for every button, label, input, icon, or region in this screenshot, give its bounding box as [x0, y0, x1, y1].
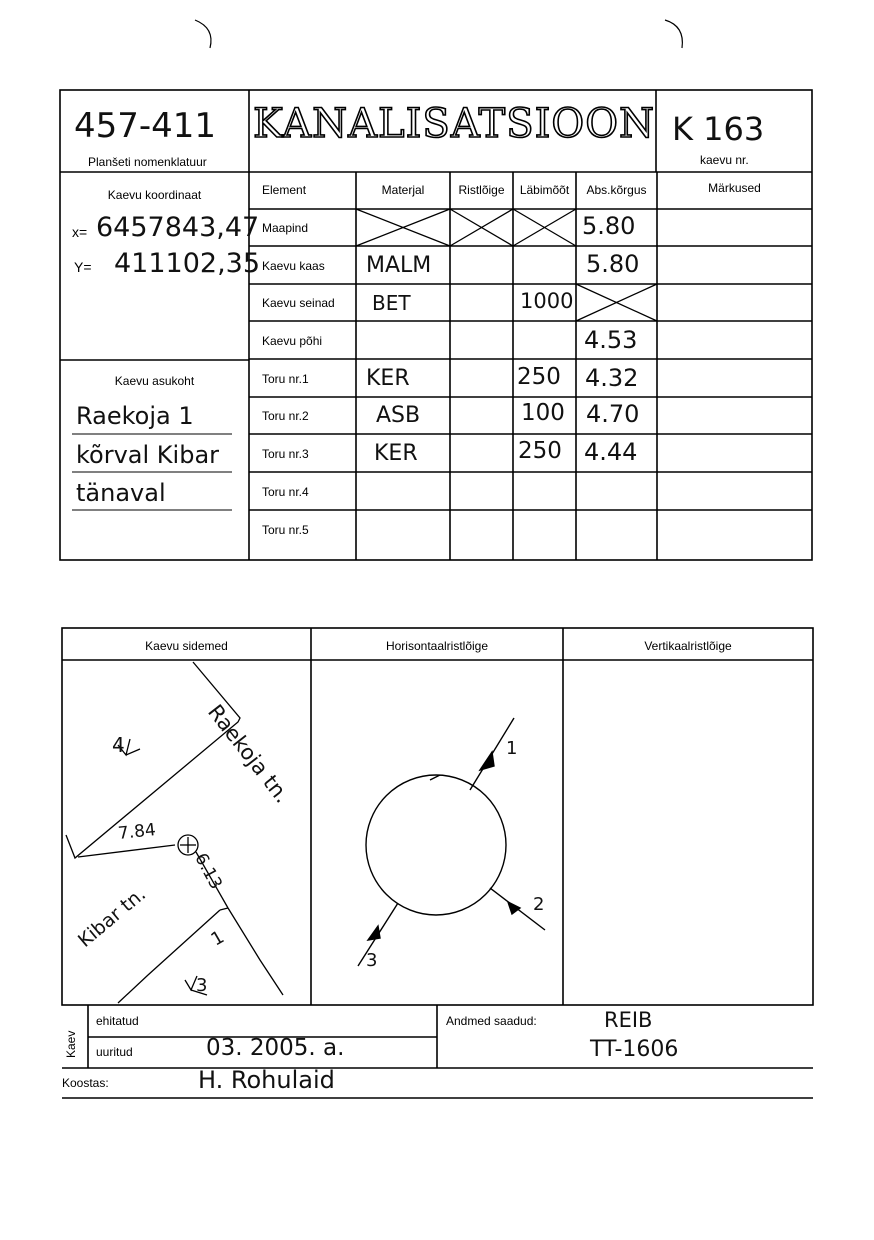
row-material: BET: [372, 291, 411, 315]
street-label-kibar: Kibar tn.: [74, 883, 151, 952]
well-label-vertical: Kaev: [64, 1030, 78, 1058]
coordinates-label: Kaevu koordinaat: [107, 188, 202, 202]
row-abs: 5.80: [586, 250, 640, 278]
pipe-label-1: 1: [506, 738, 518, 759]
row-material: ASB: [376, 403, 421, 428]
data-received-label: Andmed saadud:: [446, 1014, 537, 1028]
data-source-value: REIB: [604, 1008, 653, 1032]
row-element: Kaevu põhi: [262, 334, 323, 348]
row-element: Kaevu seinad: [262, 296, 335, 310]
street-label-raekoja: Raekoja tn.: [203, 700, 295, 808]
row-element: Toru nr.2: [262, 409, 309, 423]
row-abs: 4.70: [586, 400, 640, 428]
header-horizontal-section: Horisontaalristlõige: [385, 639, 489, 653]
compiled-by-value: H. Rohulaid: [198, 1066, 335, 1094]
row-material: KER: [366, 366, 410, 391]
built-label: ehitatud: [96, 1014, 139, 1028]
row-element: Maapind: [262, 221, 309, 235]
y-coordinate: 411102,35: [114, 248, 261, 279]
header-vertical-section: Vertikaalristlõige: [644, 639, 732, 653]
row-element: Kaevu kaas: [262, 259, 325, 273]
location-line-1: Raekoja 1: [76, 402, 194, 430]
col-header-material: Materjal: [381, 183, 425, 197]
sheet-nomenclature-value: 457-411: [74, 106, 217, 146]
row-abs: 4.53: [584, 326, 638, 354]
distance-label-2: 6.13: [190, 850, 226, 893]
well-number-label: kaevu nr.: [700, 153, 749, 167]
updated-label: uuritud: [96, 1045, 133, 1059]
row-abs: 4.44: [584, 438, 638, 466]
sheet-nomenclature-label: Planšeti nomenklatuur: [88, 155, 207, 169]
row-diameter: 250: [518, 438, 562, 464]
data-reference-value: TT-1606: [590, 1037, 679, 1062]
y-prefix: Y=: [74, 259, 92, 275]
row-element: Toru nr.4: [262, 485, 309, 499]
col-header-cross-section: Ristlõige: [458, 183, 505, 197]
form-title: KANALISATSIOON: [253, 101, 655, 147]
row-element: Toru nr.5: [262, 523, 309, 537]
site-sketch: [66, 662, 283, 1003]
updated-value: 03. 2005. a.: [206, 1035, 345, 1061]
x-prefix: x=: [72, 224, 88, 240]
location-label: Kaevu asukoht: [114, 374, 195, 388]
row-abs: 5.80: [582, 212, 636, 240]
distance-label-1: 7.84: [117, 820, 157, 844]
house-number-4: 4: [112, 733, 125, 757]
pipe-label-3: 3: [366, 950, 378, 971]
house-number-1: 1: [207, 926, 228, 951]
well-number-value: K 163: [672, 110, 765, 148]
location-line-3: tänaval: [76, 479, 166, 507]
row-abs: 4.32: [585, 364, 639, 392]
row-material: KER: [374, 441, 418, 466]
row-diameter: 250: [517, 364, 561, 390]
col-header-notes: Märkused: [708, 181, 761, 195]
row-material: MALM: [366, 253, 432, 278]
row-element: Toru nr.3: [262, 447, 309, 461]
row-diameter: 1000: [520, 289, 574, 313]
row-diameter: 100: [521, 400, 565, 426]
row-element: Toru nr.1: [262, 372, 309, 386]
pipe-label-2: 2: [533, 894, 545, 915]
house-number-3: 3: [196, 975, 208, 996]
compiled-by-label: Koostas:: [62, 1076, 109, 1090]
col-header-abs-height: Abs.kõrgus: [586, 183, 647, 197]
col-header-diameter: Läbimõõt: [519, 183, 570, 197]
col-header-element: Element: [262, 183, 307, 197]
header-well-ties: Kaevu sidemed: [145, 639, 228, 653]
location-line-2: kõrval Kibar: [76, 441, 220, 469]
x-coordinate: 6457843,47: [96, 212, 260, 243]
